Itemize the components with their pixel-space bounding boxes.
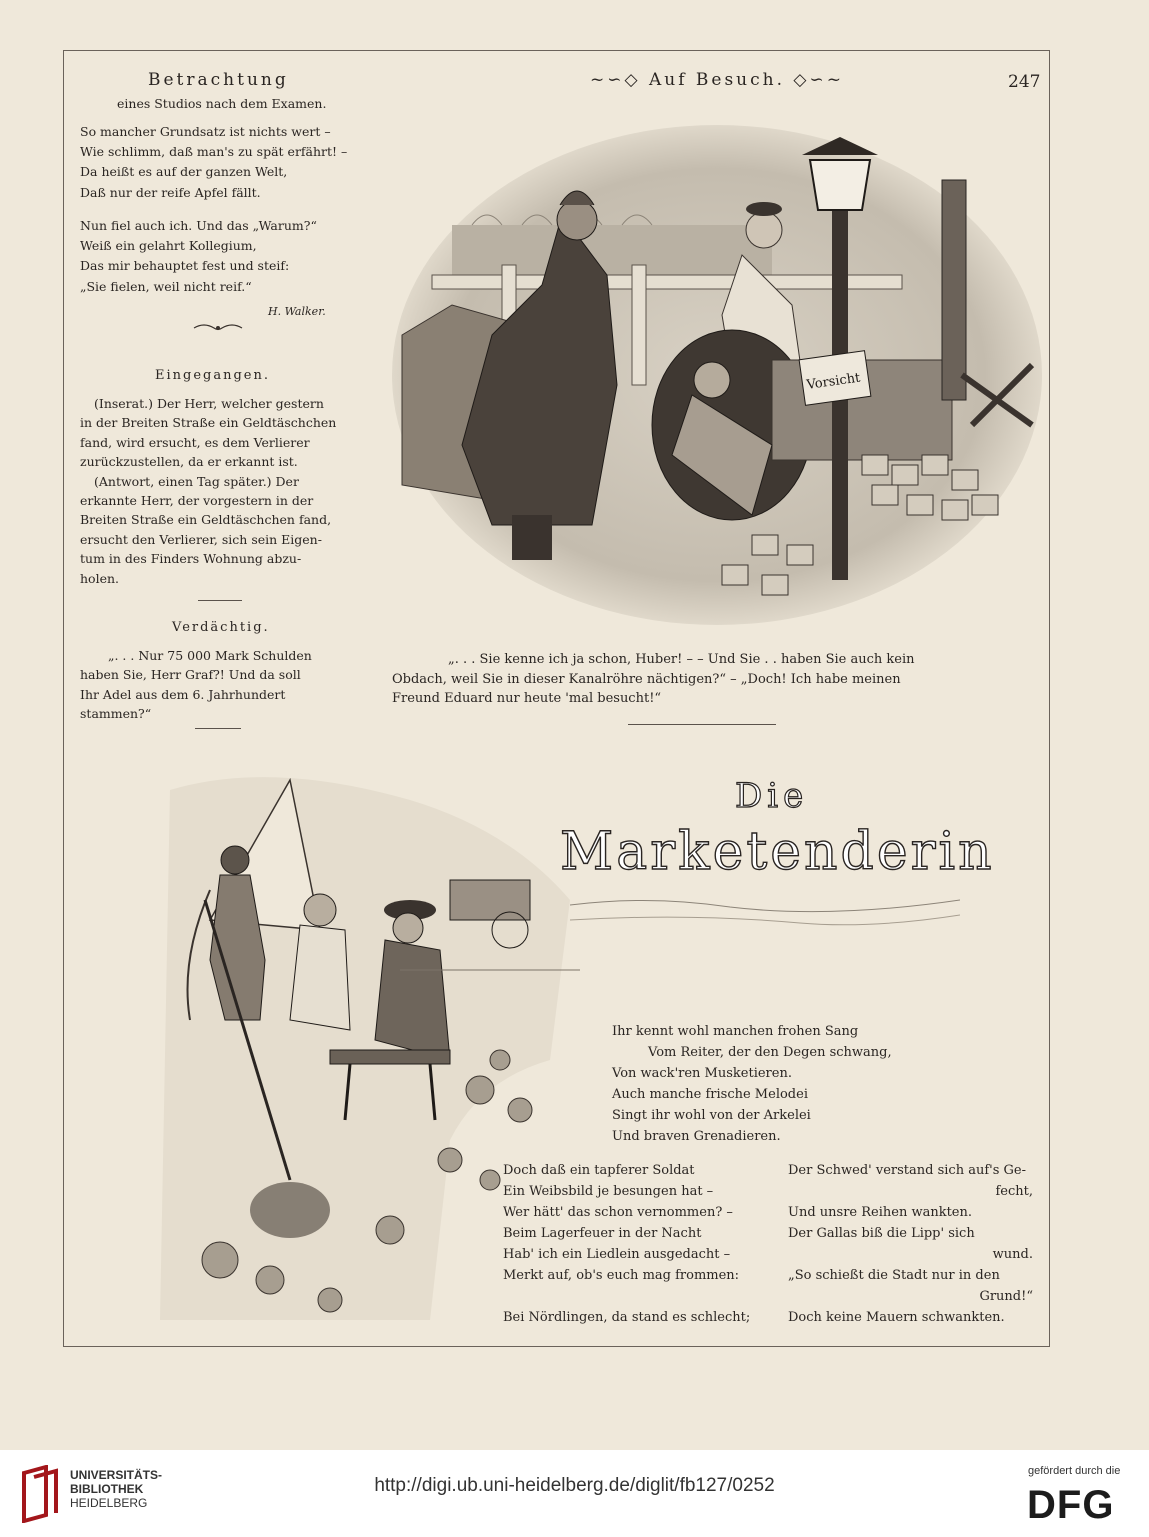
source-url-link[interactable]: http://digi.ub.uni-heidelberg.de/diglit/fb127/0252 [374,1475,775,1496]
verse-line: Ein Weibsbild je besungen hat – [503,1184,714,1199]
verse-line: Der Gallas biß die Lipp' sich [788,1226,975,1241]
page-heading-text: Auf Besuch. [648,70,785,90]
intro-stanza [612,1021,892,1147]
text-line: „. . . Nur 75 000 Mark Schulden [108,648,312,663]
verse-line: Hab' ich ein Liedlein ausgedacht – [503,1247,731,1262]
dfg-logo: DFG [1027,1483,1115,1527]
poem-title-large: Marketenderin [560,822,995,882]
poem-stanza-2 [80,216,317,297]
text-line: stammen?“ [80,706,152,722]
verse-line: Der Schwed' verstand sich auf's Ge- [788,1163,1026,1178]
text-line: (Antwort, einen Tag später.) Der [94,473,299,489]
verse-line: Merkt auf, ob's euch mag frommen: [503,1268,740,1283]
verse-line: Auch manche frische Melodei [612,1087,808,1102]
verse-line: Ihr kennt wohl manchen frohen Sang [612,1024,859,1039]
text-line: holen. [80,570,119,586]
text-line: erkannte Herr, der vorgestern in der [80,493,314,509]
street-scene-illustration [392,125,1042,630]
ornament-divider [192,321,244,335]
verse-line: Und braven Grenadieren. [612,1129,781,1144]
text-line: in der Breiten Straße ein Geldtäschchen [80,415,337,431]
poem-line: Weiß ein gelahrt Kollegium, [80,238,257,254]
verse-line: Doch daß ein tapferer Soldat [503,1163,695,1178]
ornament-right: ◇∽~ [793,70,844,90]
section-body-eingegangen [80,394,355,588]
text-line: ersucht den Verlierer, sich sein Eigen- [80,531,322,547]
section-divider [198,600,242,601]
landscape-background [570,875,960,935]
verse-line: Bei Nördlingen, da stand es schlecht; [503,1310,751,1325]
text-line: (Inserat.) Der Herr, welcher gestern [94,396,324,411]
poem-line: Daß nur der reife Apfel fällt. [80,184,261,200]
verse-line: fecht, [995,1184,1033,1199]
caption-line: Obdach, weil Sie in dieser Kanalröhre nächtigen?“ – „Doch! Ich habe meinen [392,671,901,687]
poem-line: So mancher Grundsatz ist nichts wert – [80,124,331,139]
verse-line: Doch keine Mauern schwankten. [788,1310,1005,1325]
verse-column-2 [788,1160,1033,1328]
section-body-verdaechtig [80,646,355,724]
verse-line: Und unsre Reihen wankten. [788,1205,972,1220]
text-line: Breiten Straße ein Geldtäschchen fand, [80,512,332,528]
poem-title-small: Die [735,776,809,816]
text-line: tum in des Finders Wohnung abzu- [80,551,302,567]
verse-line: Beim Lagerfeuer in der Nacht [503,1226,702,1241]
poem-line: Nun fiel auch ich. Und das „Warum?“ [80,218,317,233]
library-name-line: BIBLIOTHEK [70,1482,144,1496]
section-title-eingegangen: Eingegangen. [155,368,270,383]
text-line: fand, wird ersucht, es dem Verlierer [80,434,310,450]
verse-line: Grund!“ [979,1289,1033,1304]
library-name-line: HEIDELBERG [70,1496,148,1510]
page-heading [590,70,844,90]
poem-line: Das mir behauptet fest und steif: [80,258,290,274]
verse-line: Wer hätt' das schon vernommen? – [503,1205,733,1220]
poem-line: Wie schlimm, daß man's zu spät erfährt! – [80,144,348,160]
verse-line: Von wack'ren Musketieren. [612,1066,792,1081]
library-name-line: UNIVERSITÄTS- [70,1468,163,1482]
text-line: haben Sie, Herr Graf?! Und da soll [80,667,301,683]
ornament-left: ~∽◇ [590,70,641,90]
vorsicht-sign: Vorsicht [805,370,862,393]
caption-line: Freund Eduard nur heute 'mal besucht!“ [392,691,662,706]
caption-line: „. . . Sie kenne ich ja schon, Huber! – – Und Sie . . haben Sie auch kein [448,652,915,667]
verse-line [503,1286,750,1307]
poem-subtitle: eines Studios nach dem Examen. [117,96,327,111]
verse-line: Singt ihr wohl von der Arkelei [612,1108,811,1123]
verse-line: wund. [992,1247,1033,1262]
verse-column-1 [503,1160,750,1328]
verse-line: Vom Reiter, der den Degen schwang, [648,1045,892,1060]
section-divider [195,728,241,729]
verse-line: „So schießt die Stadt nur in den [788,1268,1000,1283]
poem-author: H. Walker. [268,305,326,318]
funding-note: gefördert durch die [1028,1465,1121,1477]
poem-stanza-1 [80,122,347,203]
section-divider [628,724,776,725]
poem-line: Da heißt es auf der ganzen Welt, [80,164,288,180]
text-line: zurückzustellen, da er erkannt ist. [80,454,298,470]
poem-line: „Sie fielen, weil nicht reif.“ [80,278,252,294]
illustration-caption [392,650,1040,709]
page-number: 247 [1008,72,1041,92]
section-title-verdaechtig: Verdächtig. [172,620,270,635]
text-line: Ihr Adel aus dem 6. Jahrhundert [80,686,286,702]
poem-title: Betrachtung [148,70,289,90]
